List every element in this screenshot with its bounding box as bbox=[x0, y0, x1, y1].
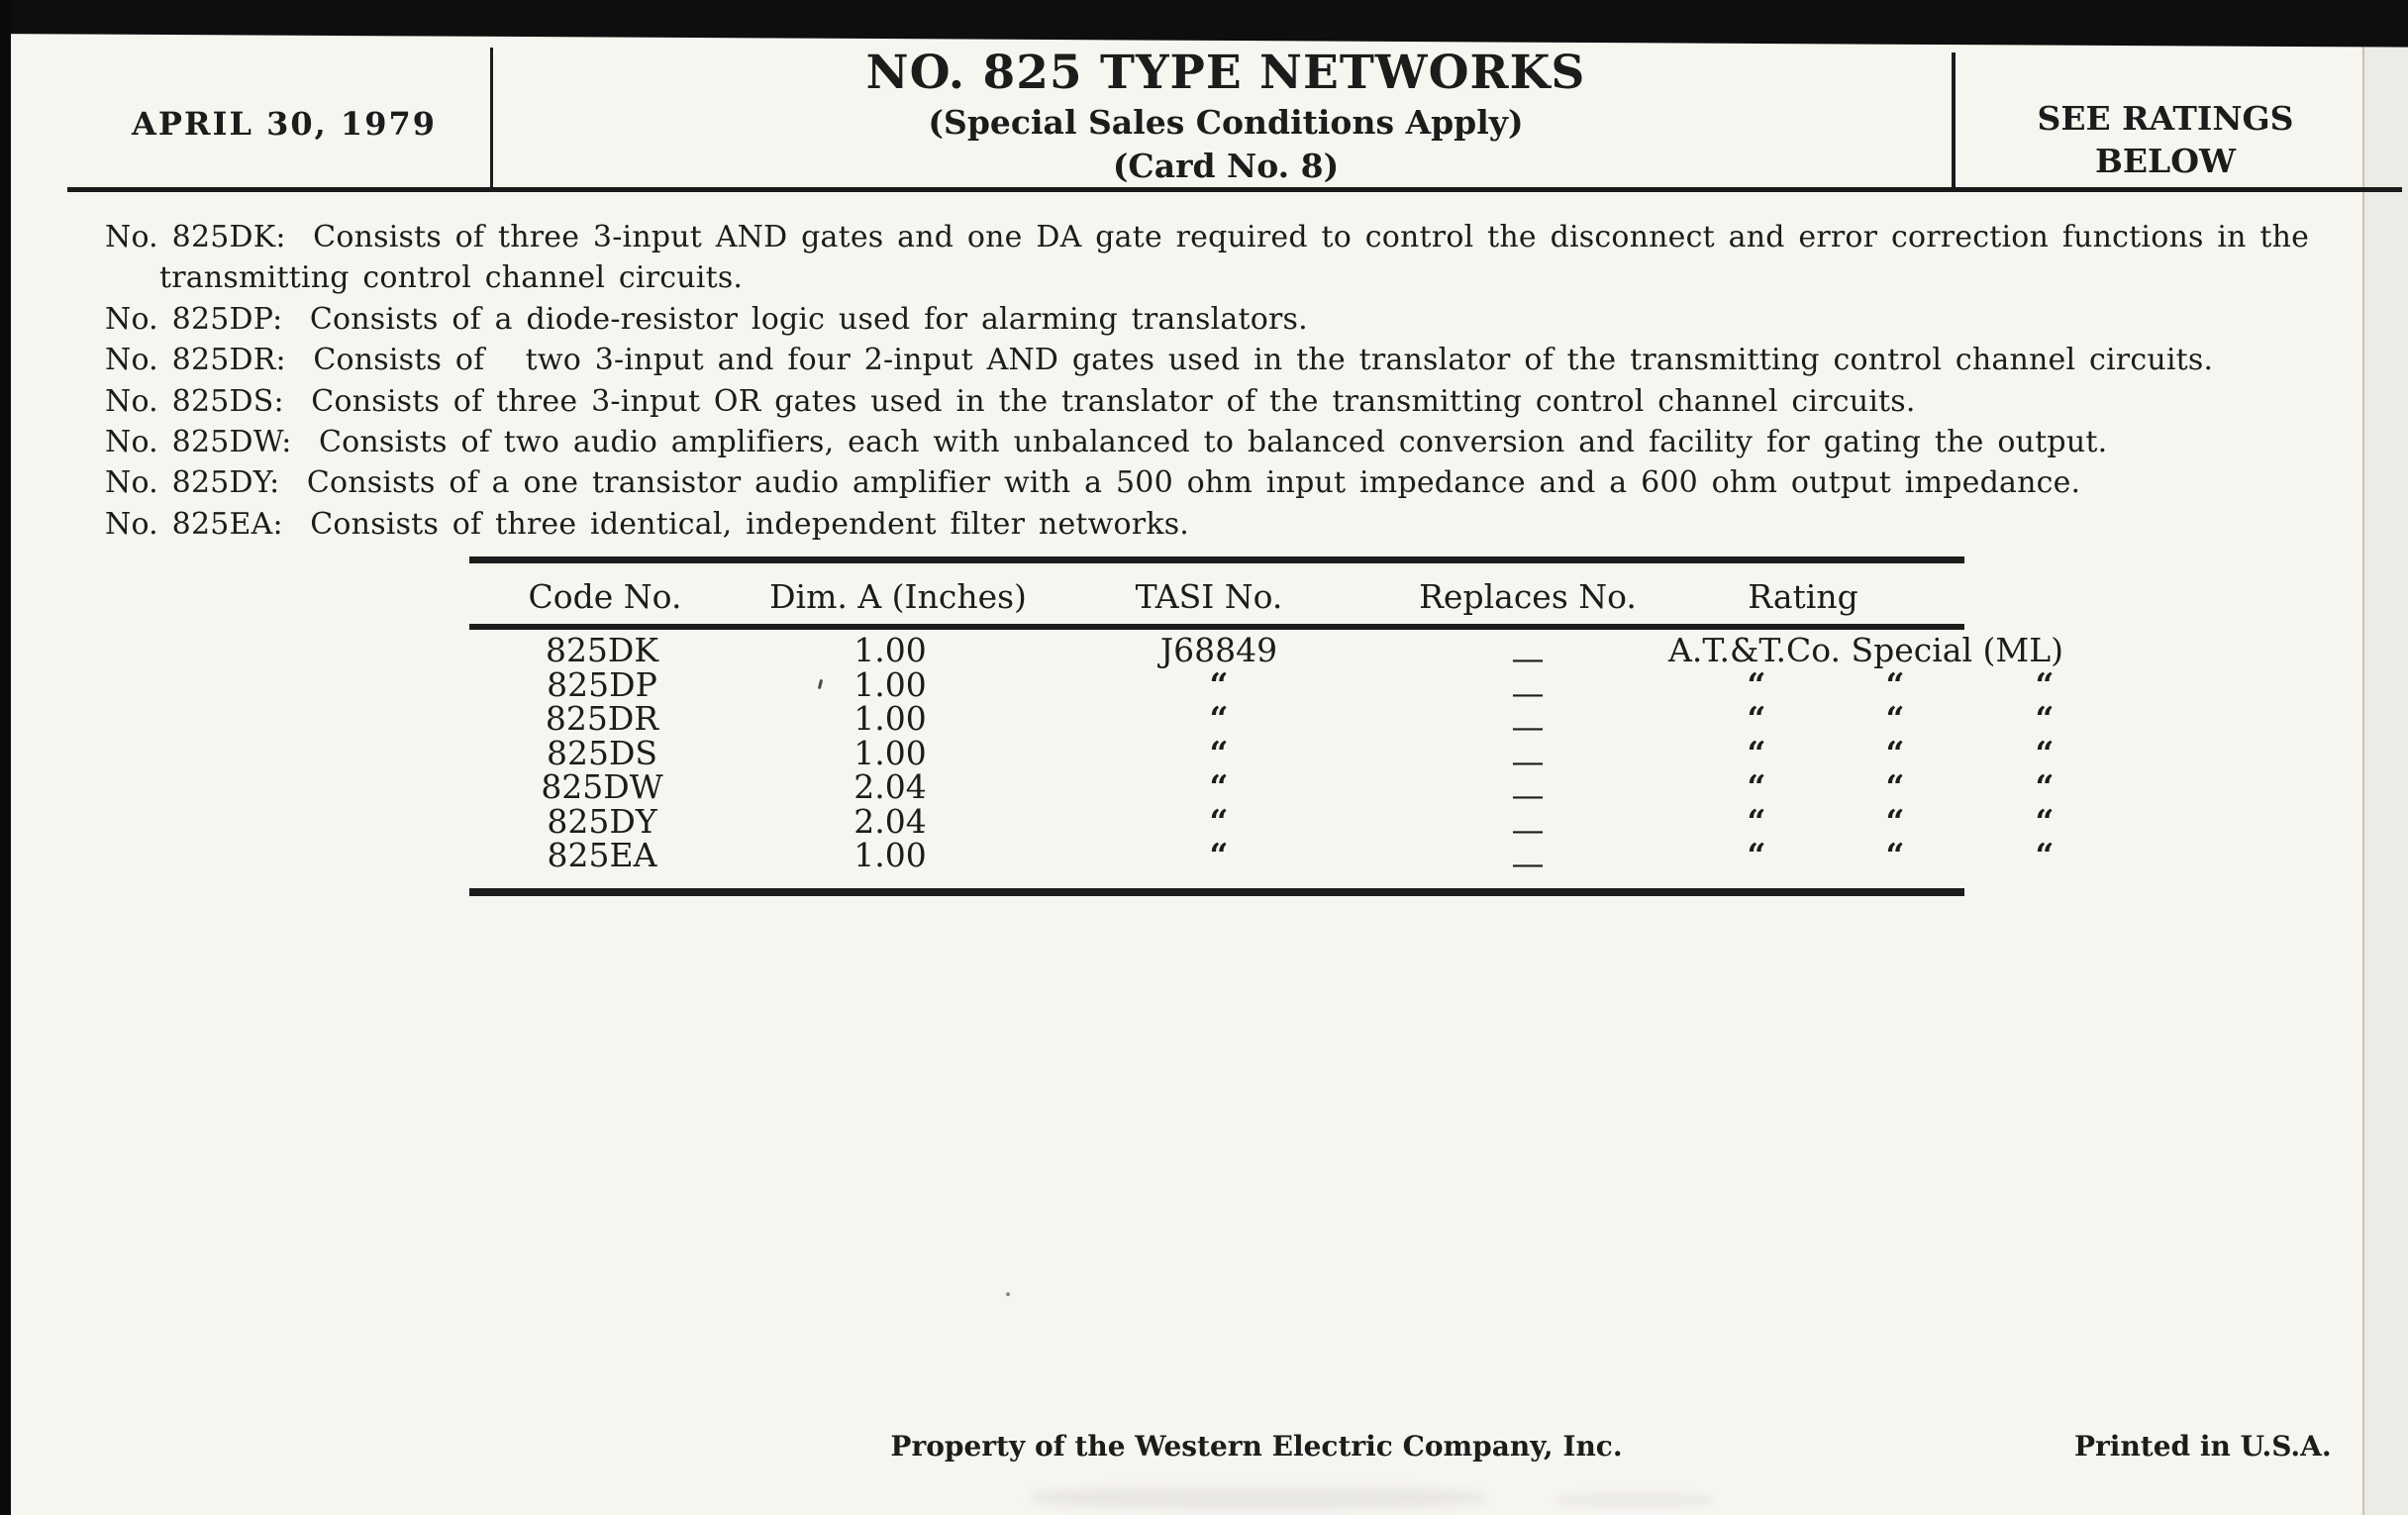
table-cell-code: 825DW bbox=[541, 767, 663, 806]
table-cell-code: 825DK bbox=[545, 631, 659, 669]
table-cell-tasi: “ bbox=[1209, 801, 1229, 841]
table-cell-rating-ditto: “ bbox=[2035, 733, 2055, 772]
description-line: No. 825EA: Consists of three identical, independent filter networks. bbox=[105, 506, 1190, 542]
table-cell-code: 825DP bbox=[547, 664, 657, 704]
ratings-note-line1: SEE RATINGS bbox=[2037, 99, 2294, 138]
table-row bbox=[469, 835, 2055, 882]
table-rule-top bbox=[469, 556, 1964, 563]
header-divider-right bbox=[1952, 52, 1956, 188]
table-cell-tasi: J68849 bbox=[1159, 631, 1278, 669]
table-cell-code: 825DR bbox=[545, 699, 659, 738]
description-line: No. 825DS: Consists of three 3-input OR gates used in the translator of the transmitting control channel circuits. bbox=[105, 383, 1916, 419]
table-cell-rating-ditto: “ bbox=[2035, 836, 2055, 874]
table-cell-rating-ditto: “ bbox=[1885, 699, 1905, 738]
table-cell-rating-ditto: “ bbox=[1885, 733, 1905, 772]
table-cell-replaces: — bbox=[1511, 672, 1545, 712]
table-column-header: Code No. bbox=[528, 577, 682, 616]
scan-smudge bbox=[1031, 1487, 1486, 1509]
description-line: transmitting control channel circuits. bbox=[159, 260, 744, 296]
ratings-note-line2: BELOW bbox=[2094, 142, 2237, 180]
table-cell-replaces: — bbox=[1511, 809, 1545, 849]
table-row bbox=[469, 766, 2055, 814]
table-cell-replaces: — bbox=[1511, 639, 1545, 677]
table-cell-dim-a: 1.00 bbox=[853, 733, 927, 772]
table-cell-replaces: — bbox=[1511, 775, 1545, 814]
table-column-header: Dim. A (Inches) bbox=[769, 577, 1027, 616]
table-column-header: Replaces No. bbox=[1419, 577, 1637, 616]
table-cell-rating-ditto: “ bbox=[1885, 664, 1905, 704]
header-bottom-rule bbox=[67, 187, 2402, 192]
networks-table bbox=[469, 556, 2063, 896]
issue-date: APRIL 30, 1979 bbox=[132, 105, 437, 143]
description-line: No. 825DW: Consists of two audio amplifiers, each with unbalanced to balanced conversion and facility for gating the output. bbox=[105, 425, 2108, 460]
table-cell-code: 825EA bbox=[547, 836, 657, 874]
description-line: No. 825DK: Consists of three 3-input AND gates and one DA gate required to control the disconnect and error correction functions in the bbox=[105, 220, 2310, 254]
table-cell-replaces: — bbox=[1511, 707, 1545, 746]
table-cell-tasi: “ bbox=[1209, 699, 1229, 738]
table-row bbox=[469, 801, 2055, 849]
table-cell-dim-a: 2.04 bbox=[853, 801, 927, 841]
table-cell-rating-ditto: “ bbox=[1747, 801, 1766, 841]
table-cell-rating-ditto: “ bbox=[1747, 733, 1766, 772]
subtitle-card-number: (Card No. 8) bbox=[1112, 147, 1340, 185]
scan-border-left bbox=[0, 0, 11, 1515]
table-cell-tasi: “ bbox=[1209, 767, 1229, 806]
table-cell-tasi: “ bbox=[1209, 836, 1229, 874]
printed-notice: Printed in U.S.A. bbox=[2074, 1430, 2332, 1463]
card-right-edge bbox=[2362, 30, 2408, 1515]
table-cell-rating-ditto: “ bbox=[2035, 767, 2055, 806]
table-column-header: TASI No. bbox=[1135, 577, 1283, 616]
table-cell-rating-ditto: “ bbox=[1885, 836, 1905, 874]
table-cell-rating-ditto: “ bbox=[1747, 699, 1766, 738]
card-sheet bbox=[11, 0, 2408, 1515]
table-cell-tasi: “ bbox=[1209, 664, 1229, 704]
table-row bbox=[469, 664, 2055, 712]
table-header-row bbox=[469, 563, 1964, 624]
table-row bbox=[469, 698, 2055, 746]
header-divider-left bbox=[490, 48, 493, 188]
table-cell-rating-ditto: “ bbox=[1885, 801, 1905, 841]
table-row bbox=[469, 630, 2063, 677]
table-column-header: Rating bbox=[1748, 577, 1858, 616]
table-cell-rating-ditto: “ bbox=[2035, 699, 2055, 738]
table-body bbox=[469, 630, 2063, 882]
table-cell-code: 825DY bbox=[547, 801, 657, 841]
table-cell-tasi: “ bbox=[1209, 733, 1229, 772]
table-cell-dim-a: 1.00 bbox=[853, 664, 927, 704]
page-title: NO. 825 TYPE NETWORKS bbox=[865, 46, 1586, 100]
table-cell-rating: A.T.&T.Co. Special (ML) bbox=[1668, 631, 2063, 669]
table-cell-replaces: — bbox=[1511, 741, 1545, 780]
scan-smudge bbox=[1555, 1493, 1714, 1507]
subtitle-conditions: (Special Sales Conditions Apply) bbox=[928, 103, 1524, 142]
table-cell-rating-ditto: “ bbox=[1747, 767, 1766, 806]
table-cell-replaces: — bbox=[1511, 844, 1545, 882]
table-row bbox=[469, 733, 2055, 780]
description-line: No. 825DR: Consists of two 3-input and four 2-input AND gates used in the translator of the transmitting control channel circuits. bbox=[105, 343, 2214, 378]
descriptions bbox=[105, 217, 2309, 545]
table-cell-dim-a: 2.04 bbox=[853, 767, 927, 806]
ratings-note bbox=[2037, 97, 2293, 182]
table-rule-bottom bbox=[469, 888, 1964, 896]
scan-speck bbox=[1006, 1292, 1010, 1296]
table-cell-dim-a: 1.00 bbox=[853, 699, 927, 738]
table-cell-rating-ditto: “ bbox=[1885, 767, 1905, 806]
table-cell-dim-a: 1.00 bbox=[853, 631, 927, 669]
property-notice: Property of the Western Electric Company, Inc. bbox=[890, 1430, 1623, 1463]
table-cell-dim-a: 1.00 bbox=[853, 836, 927, 874]
table-cell-rating-ditto: “ bbox=[1747, 836, 1766, 874]
table-cell-rating-ditto: “ bbox=[2035, 801, 2055, 841]
table-cell-rating-ditto: “ bbox=[1747, 664, 1766, 704]
description-line: No. 825DY: Consists of a one transistor audio amplifier with a 500 ohm input impedance and a 600 ohm output impedance. bbox=[105, 465, 2081, 501]
description-line: No. 825DP: Consists of a diode-resistor logic used for alarming translators. bbox=[105, 301, 1308, 337]
table-cell-rating-ditto: “ bbox=[2035, 664, 2055, 704]
table-cell-code: 825DS bbox=[546, 733, 658, 772]
